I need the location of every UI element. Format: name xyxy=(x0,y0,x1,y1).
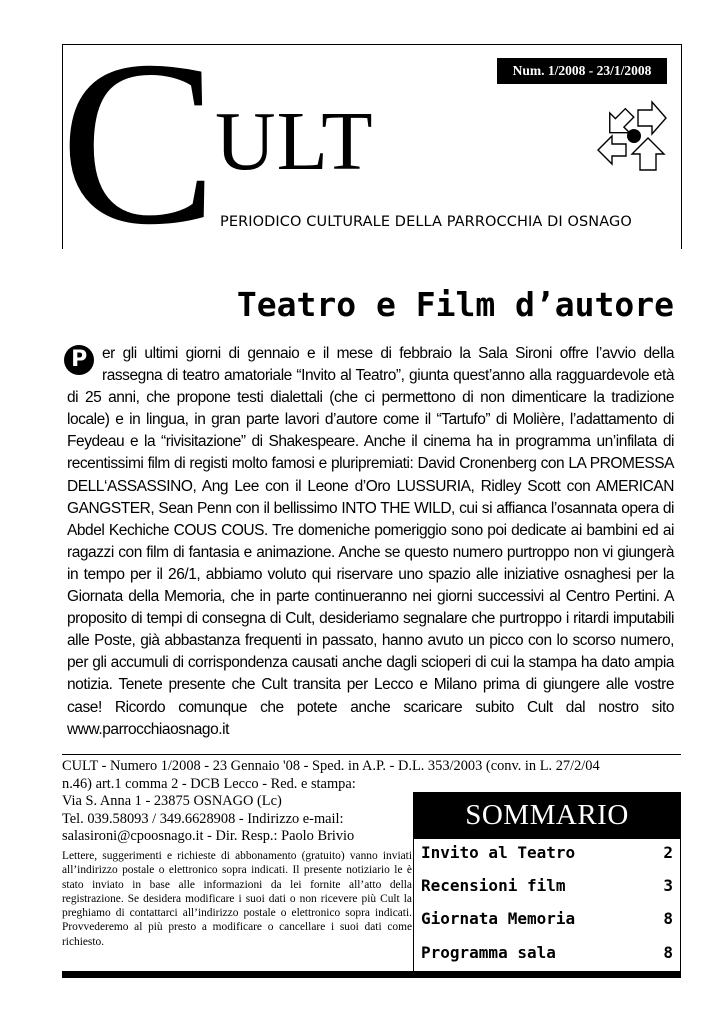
publication-line: CULT - Numero 1/2008 - 23 Gennaio '08 - Sped. in A.P. - D.L. 353/2003 (conv. in L. 27/2/04 xyxy=(62,758,600,774)
parish-emblem-icon xyxy=(594,98,670,174)
toc-item xyxy=(421,843,673,863)
toc-page: 3 xyxy=(663,876,673,895)
toc-item xyxy=(421,876,673,896)
publication-phone: Tel. 039.58093 / 349.6628908 - Indirizzo e-mail: xyxy=(62,810,344,827)
article-text: er gli ultimi giorni di gennaio e il mese di febbraio la Sala Sironi offre l’avvio della rassegna di teatro amatoriale “Invito al Teatro”, giunta quest’anno alla ragguardevole età di 25 anni, che propone testi dialettali (che ci permettono di non dimenticare la tradizione locale) e in lingua, in gran parte lavori d’autore come il “Tartufo” di Molière, l’adattamento di Feydeau e la “rivisitazione” di Shakespeare. Anche il cinema ha in programma un’infilata di recentissimi film di registi molto famosi e pluripremiati: David Cronenberg con LA PROMESSA DELL‘ASSASSINO, Ang Lee con il Leone d’Oro LUSSURIA, Ridley Scott con AMERICAN GANGSTER, Sean Penn con il bellissimo INTO THE WILD, cui si affianca l’osannata opera di Abdel Kechiche COUS COUS. Tre domeniche pomeriggio sono poi dedicate ai bambini ed ai ragazzi con film di fantasia e animazione. Anche se questo numero purtroppo non vi giungerà in tempo per il 26/1, abbiamo voluto qui riservare uno spazio alle iniziative osnaghesi per la Giornata della Memoria, che in parte continueranno nei giorni successivi al Centro Pertini. A proposito di tempi di consegna di Cult, desideriamo segnalare che purtroppo i ritardi imputabili alle Poste, già abbastanza frequenti in passato, hanno avuto un picco con lo scorso numero, per gli accumuli di corrispondenza causati anche dagli scioperi di cui la stampa ha dato ampia notizia. Tenete presente che Cult transita per Lecco e Milano prima di giungere alle vostre case! Ricordo comunque che potete anche scaricare subito Cult dal nostro sito www.parrocchiaosnago.it xyxy=(67,345,674,738)
bottom-bar xyxy=(62,971,681,978)
toc-label: Invito al Teatro xyxy=(421,843,576,862)
article-headline: Teatro e Film d’autore xyxy=(236,285,674,324)
sommario-title: SOMMARIO xyxy=(413,792,681,839)
logo-initial: C xyxy=(60,13,214,274)
toc-label: Giornata Memoria xyxy=(421,909,576,928)
publication-email: salasironi@cpoosnago.it - Dir. Resp.: Paolo Brivio xyxy=(62,828,355,844)
footer-rule xyxy=(62,754,681,755)
article-body xyxy=(67,343,674,741)
toc-page: 8 xyxy=(663,909,673,928)
toc-page: 2 xyxy=(663,843,673,862)
toc-item xyxy=(421,943,673,963)
publication-address: Via S. Anna 1 - 23875 OSNAGO (Lc) xyxy=(62,793,282,809)
publication-line: n.46) art.1 comma 2 - DCB Lecco - Red. e stampa: xyxy=(62,775,356,792)
toc-page: 8 xyxy=(663,943,673,962)
drop-cap: P xyxy=(64,345,94,375)
table-of-contents xyxy=(413,839,681,971)
issue-badge: Num. 1/2008 - 23/1/2008 xyxy=(497,58,667,84)
toc-label: Programma sala xyxy=(421,943,556,962)
toc-item xyxy=(421,909,673,929)
privacy-notice: Lettere, suggerimenti e richieste di abbonamento (gratuito) vanno inviati all’indirizzo postale o elettronico sopra indicati. Il presente notiziario le è stato inviato in base alle informazioni da lei fornite all’atto della registrazione. Se desidera modificare i suoi dati o non ricevere più Cult la preghiamo di contattarci all’indirizzo postale o elettronico sopra indicati. Provvederemo al più presto a modificare o cancellare i suoi dati come richiesto. xyxy=(62,850,412,948)
toc-label: Recensioni film xyxy=(421,876,566,895)
masthead-subtitle: PERIODICO CULTURALE DELLA PARROCCHIA DI OSNAGO xyxy=(220,214,632,230)
logo-title: ULT xyxy=(215,95,374,188)
